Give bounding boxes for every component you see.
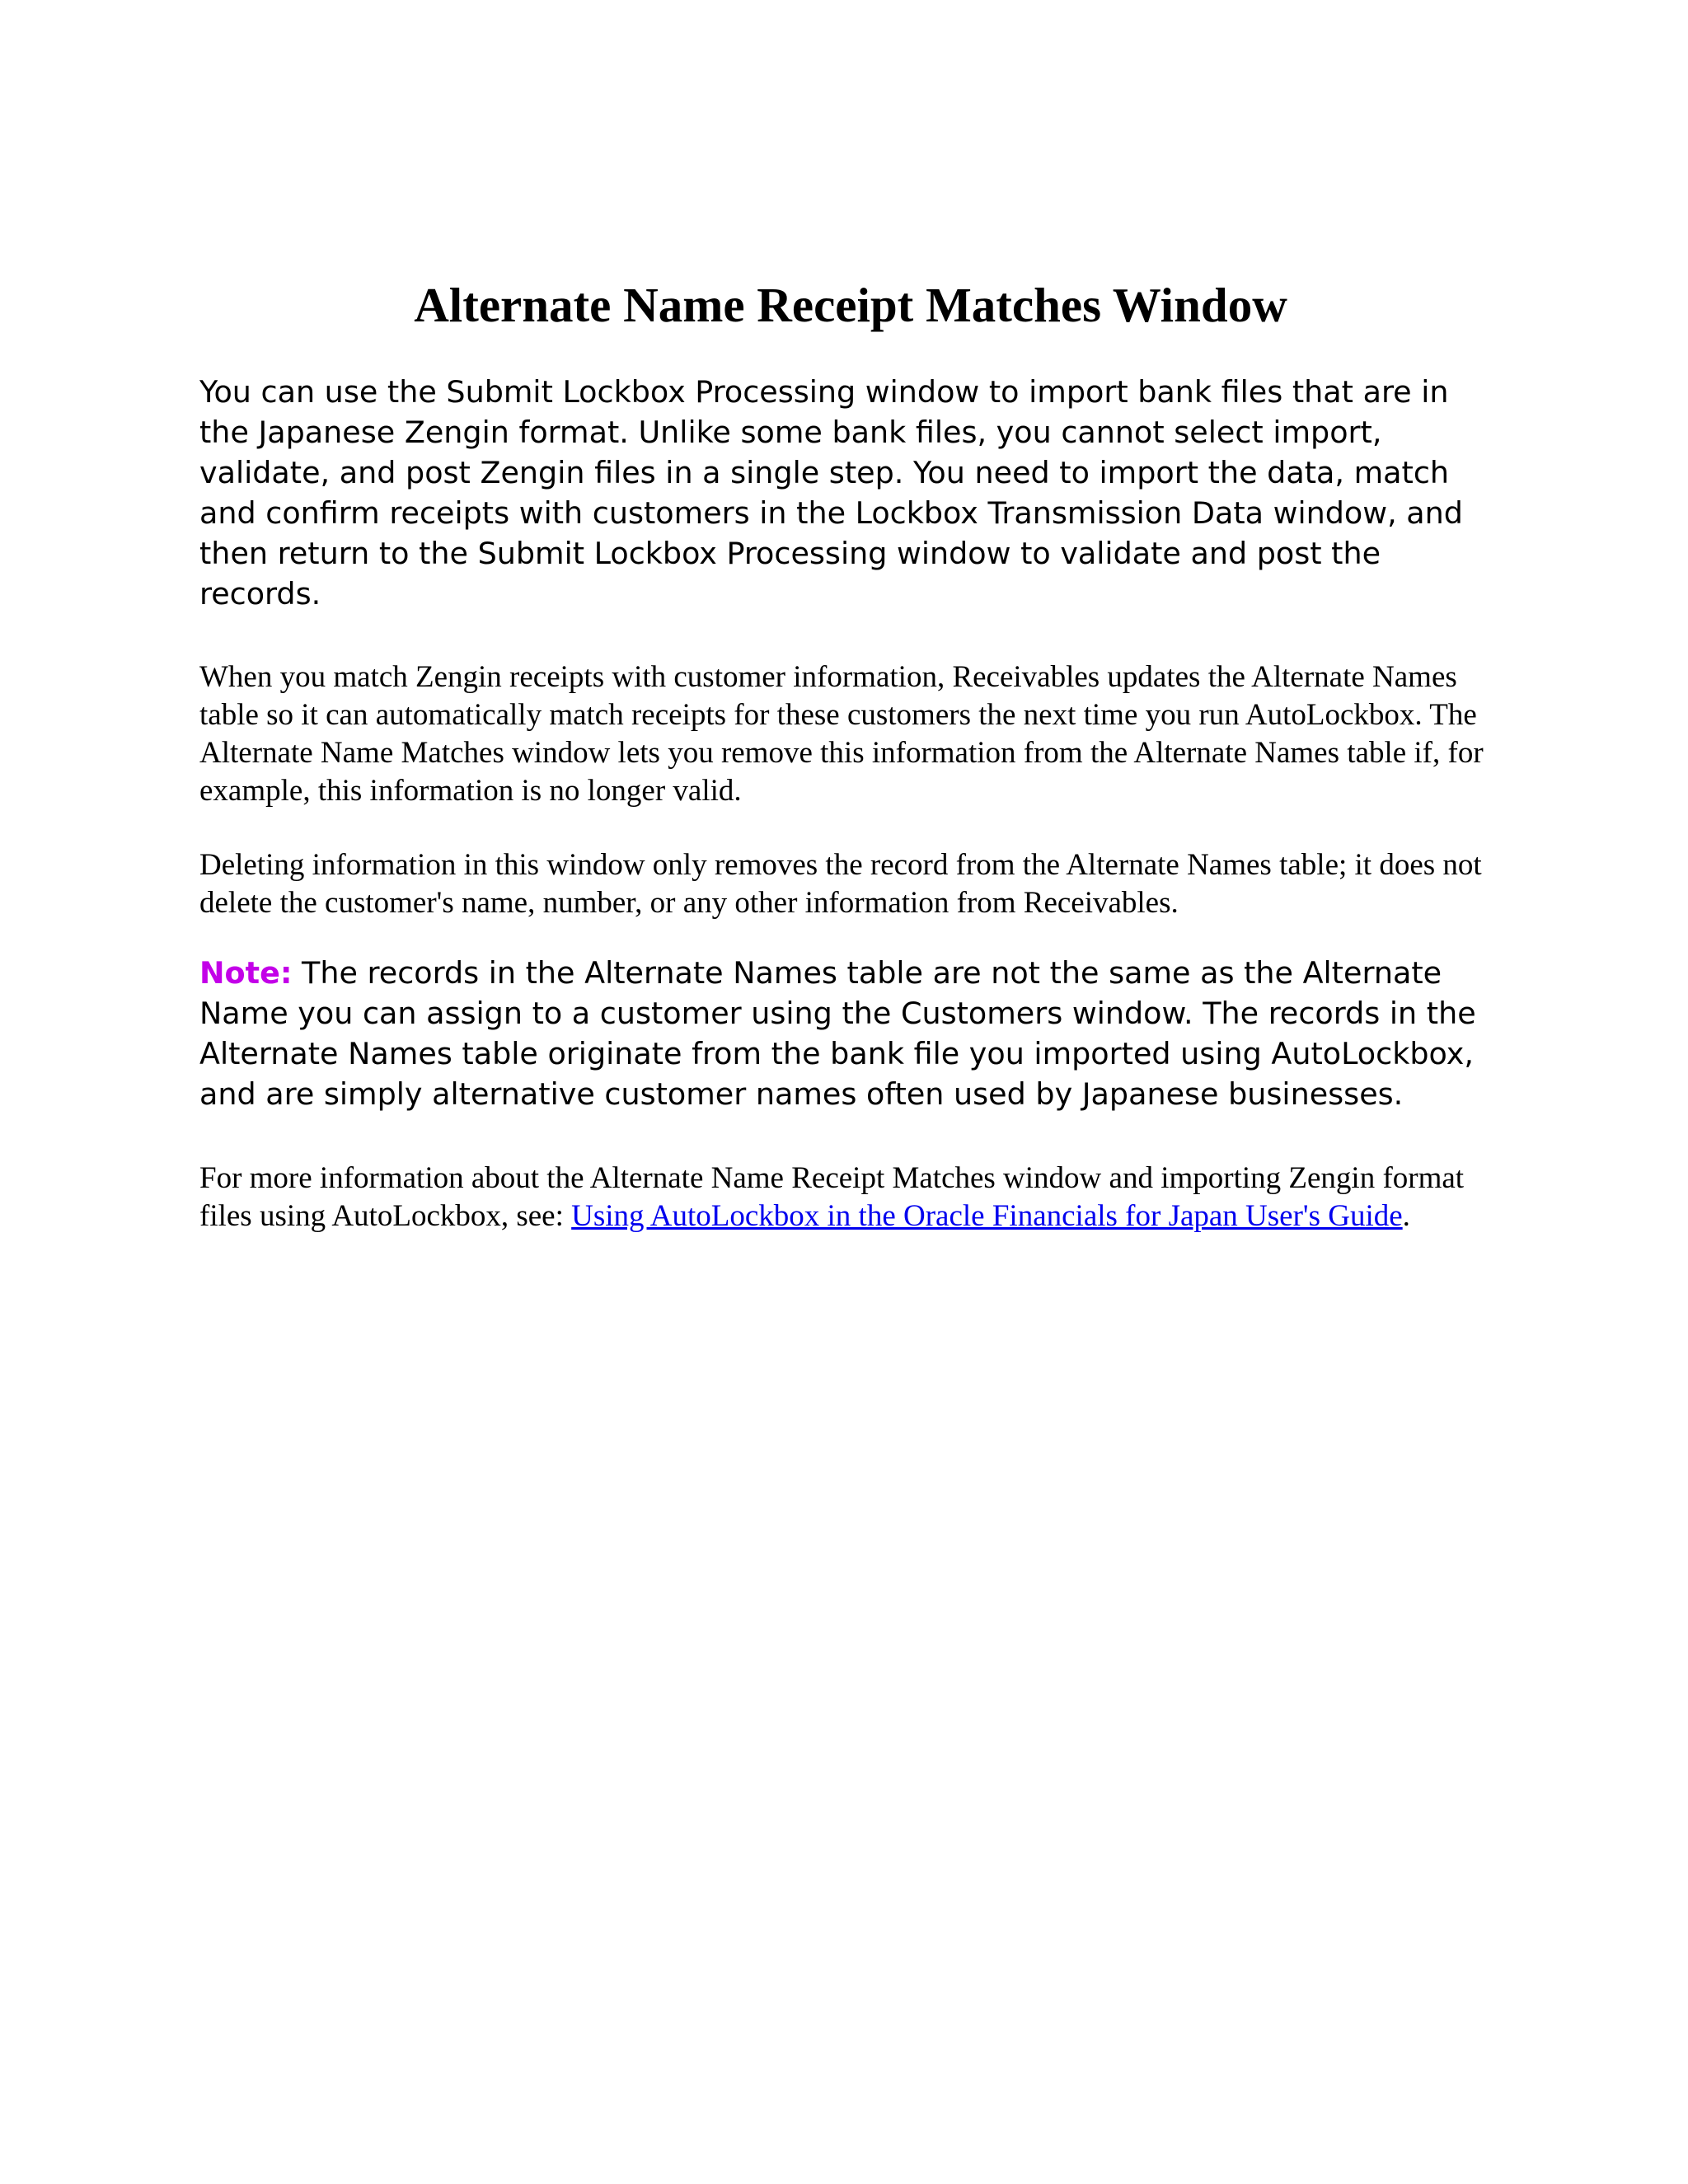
- more-info-text: For more information about the Alternate Name Receipt Matches window and importing Zengin format files using AutoLockbox, see:: [199, 1161, 1465, 1233]
- document-body: [199, 276, 1502, 1235]
- note-paragraph: [199, 953, 1502, 1114]
- deleting-info-paragraph: Deleting information in this window only removes the record from the Alternate Names table; it does not delete the customer's name, number, or any other information from Receivables.: [199, 848, 1482, 920]
- note-label: Note:: [199, 955, 293, 991]
- alternate-names-paragraph: When you match Zengin receipts with customer information, Receivables updates the Alternate Names table so it can automatically match receipts for these customers the next time you run AutoLockbox. The Alternate Name Matches window lets you remove this information from the Alternate Names table if, for example, this information is no longer valid.: [199, 660, 1484, 808]
- page-title: Alternate Name Receipt Matches Window: [414, 278, 1287, 332]
- note-text: The records in the Alternate Names table are not the same as the Alternate Name you can assign to a customer using the Customers window. The records in the Alternate Names table originate from the bank file you imported using AutoLockbox, and are simply alternative customer names often used by Japanese businesses.: [199, 955, 1476, 1112]
- autolockbox-guide-link[interactable]: Using AutoLockbox in the Oracle Financials for Japan User's Guide: [571, 1199, 1403, 1233]
- more-info-paragraph: [199, 1160, 1502, 1235]
- more-info-period: .: [1402, 1199, 1410, 1233]
- intro-paragraph: You can use the Submit Lockbox Processing window to import bank files that are in the Japanese Zengin format. Unlike some bank files, you cannot select import, validate, and post Zengin files in a single step. You need to import the data, match and confirm receipts with customers in the Lockbox Transmission Data window, and then return to the Submit Lockbox Processing window to validate and post the records.: [199, 374, 1463, 612]
